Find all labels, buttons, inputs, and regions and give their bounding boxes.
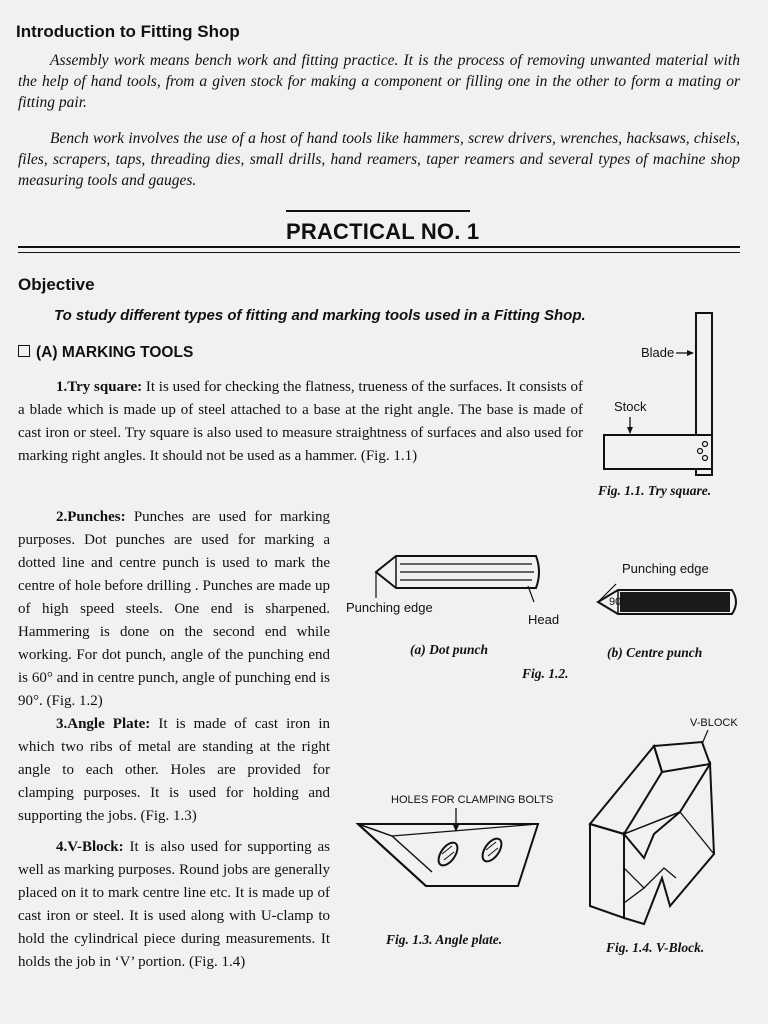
objective-heading: Objective <box>18 275 95 294</box>
fig-1-1-caption: Fig. 1.1. Try square. <box>598 483 712 498</box>
punching-edge-label: Punching edge <box>622 561 709 576</box>
marking-tools-label: (A) MARKING TOOLS <box>36 344 194 361</box>
item-punches <box>18 506 330 713</box>
item-angle-plate <box>18 713 330 828</box>
item-text: Punches are used for marking purposes. Dot punches are used for marking a dotted line and centre punch is used to mark the centre of hole before drilling . Punches are made up of high speed steels. One end is sharpened. Hammering is done on the second end while working. For dot punch, angle of the punching end is 60° and in centre punch, angle of punching end is 90°. (Fig. 1.2) <box>18 509 330 709</box>
practical-title: PRACTICAL NO. 1 <box>286 219 480 244</box>
holes-label: HOLES FOR CLAMPING BOLTS <box>391 794 554 806</box>
item-try-square <box>18 376 583 468</box>
item-v-block <box>18 836 330 974</box>
dot-punch-figure <box>366 548 546 608</box>
item-text: It is made of cast iron in which two ribs of metal are standing at the right angle to each other. Holes are provided for clamping purposes. It is used for holding and supporting the jobs. (Fig. 1.3) <box>18 716 331 824</box>
item-term: 2.Punches: <box>56 509 126 525</box>
punching-edge-label: Punching edge <box>346 600 433 615</box>
objective-text: To study different types of fitting and marking tools used in a Fitting Shop. <box>54 307 586 324</box>
checkbox-bullet-icon <box>18 345 30 357</box>
item-term: 3.Angle Plate: <box>56 716 151 732</box>
divider-line <box>18 252 740 253</box>
intro-paragraph-1: Assembly work means bench work and fitting practice. It is the process of removing unwanted material with the help of hand tools, from a given stock for making a component or filling one in the other to form a mating or fitting pair. <box>18 52 740 111</box>
v-block-label: V-BLOCK <box>690 717 738 729</box>
blade-label: Blade <box>641 345 675 360</box>
section-title: Introduction to Fitting Shop <box>16 22 240 41</box>
try-square-figure <box>590 305 740 475</box>
angle-90-label: 90° <box>609 596 626 608</box>
head-label: Head <box>528 612 560 627</box>
v-block-figure <box>584 728 744 938</box>
item-term: 1.Try square: <box>56 379 143 395</box>
fig-1-3-caption: Fig. 1.3. Angle plate. <box>386 932 503 947</box>
divider-line <box>18 246 740 248</box>
item-term: 4.V-Block: <box>56 839 124 855</box>
intro-paragraph-2: Bench work involves the use of a host of hand tools like hammers, screw drivers, wrenches, hacksaws, chisels, files, scrapers, taps, threading dies, small drills, hand reamers, taper reamers and several types of machine shop measuring tools and gauges. <box>18 130 740 189</box>
fig-1-4-caption: Fig. 1.4. V-Block. <box>606 940 705 955</box>
stock-label: Stock <box>614 399 647 414</box>
item-text: It is used for checking the flatness, trueness of the surfaces. It consists of a blade which is made up of steel attached to a base at the right angle. The base is made of cast iron or steel. Try square is also used to measure straightness of surfaces and also used for marking right angles. It should not be used as a hammer. (Fig. 1.1) <box>18 379 583 464</box>
title-rule <box>286 210 470 212</box>
marking-tools-heading <box>18 344 193 362</box>
angle-plate-figure <box>352 806 542 916</box>
item-text: It is also used for supporting as well as marking purposes. Round jobs are generally placed on it to mark centre line etc. It is made up of cast iron or steel. It is used along with U-clamp to hold the cylindrical piece during measurements. It holds the job in ‘V’ portion. (Fig. 1.4) <box>18 839 330 970</box>
dot-punch-caption: (a) Dot punch <box>410 642 489 657</box>
fig-1-2-caption: Fig. 1.2. <box>522 666 569 681</box>
centre-punch-caption: (b) Centre punch <box>607 645 703 660</box>
